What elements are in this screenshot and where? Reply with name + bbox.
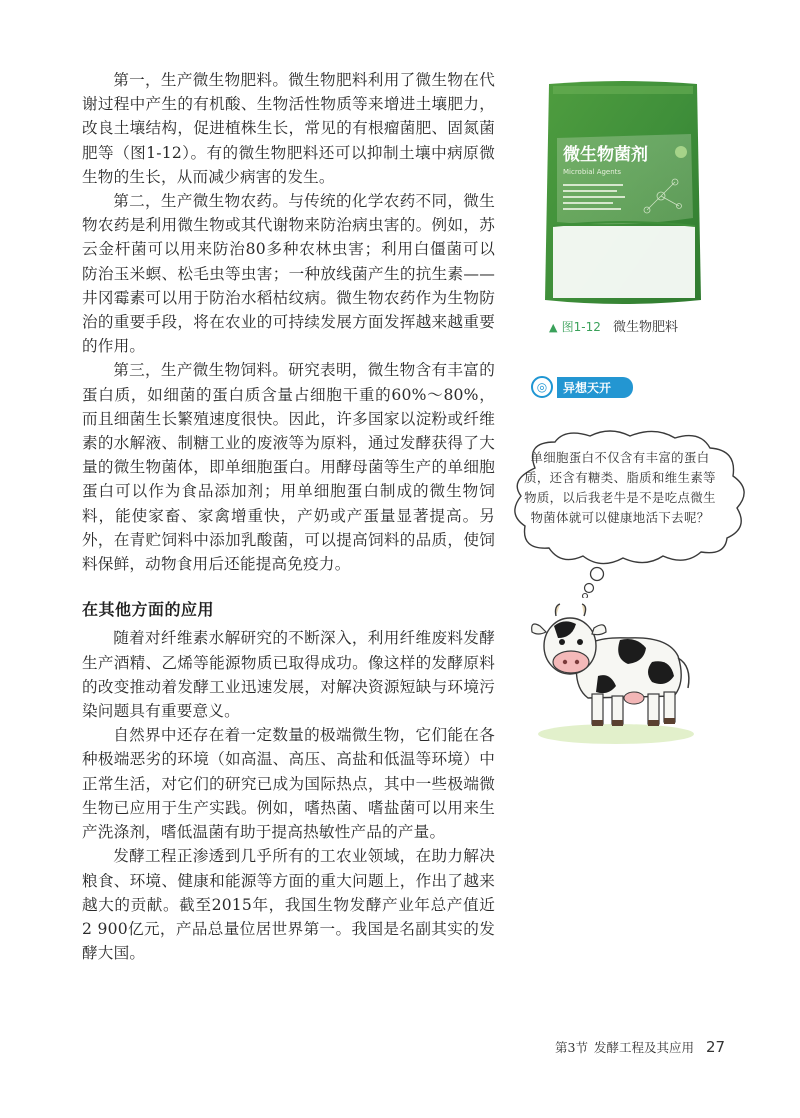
- cow-illustration: [528, 596, 698, 746]
- thought-bubble-text: 单细胞蛋白不仅含有丰富的蛋白质，还含有糖类、脂质和维生素等物质，以后我老牛是不是吃点微生物菌体就可以健康地活下去呢？: [524, 450, 716, 525]
- caption-number: 图1-12: [561, 320, 601, 334]
- section-heading: 在其他方面的应用: [82, 600, 215, 620]
- caption-text: 微生物肥料: [613, 320, 679, 335]
- page-number: 27: [705, 1038, 726, 1056]
- footer-section: 第3节: [555, 1040, 588, 1055]
- paragraph-cellulose: 随着对纤维素水解研究的不断深入，利用纤维废料发酵生产酒精、乙烯等能源物质已取得成功。像这样的发酵原料的改变推动着发酵工业迅速发展，对解决资源短缺与环境污染问题具有重要意义。: [82, 629, 495, 721]
- sidebar-title: 异想天开: [557, 377, 633, 398]
- sidebar-header: [531, 376, 633, 398]
- caption-triangle-icon: ▲: [549, 321, 558, 334]
- paragraph-extremophiles: 自然界中还存在着一定数量的极端微生物，它们能在各种极端恶劣的环境（如高温、高压、高盐和低温等环境）中正常生活，对它们的研究已成为国际热点，其中一些极端微生物已应用于生产实践。例如，嗜热菌、嗜盐菌可以用来生产洗涤剂，嗜低温菌有助于提高热敏性产品的产量。: [82, 726, 495, 842]
- paragraph-industry: 发酵工程正渗透到几乎所有的工农业领域，在助力解决粮食、环境、健康和能源等方面的重大问题上，作出了越来越大的贡献。截至2015年，我国生物发酵产业年总产值近2 900亿元，产品总量位居世界第一。我国是名副其实的发酵大国。: [82, 847, 495, 963]
- footer-title: 发酵工程及其应用: [593, 1040, 694, 1055]
- package-subtitle: Microbial Agents: [563, 168, 622, 176]
- microbial-agent-package-image: [543, 78, 703, 308]
- paragraph-microbial-fertilizer: 第一，生产微生物肥料。微生物肥料利用了微生物在代谢过程中产生的有机酸、生物活性物质等来增进土壤肥力，改良土壤结构，促进植株生长，常见的有根瘤菌肥、固氮菌肥等（图1-12）。有的微生物肥料还可以抑制土壤中病原微生物的生长，从而减少病害的发生。: [82, 71, 495, 186]
- page-footer: [555, 1038, 725, 1056]
- figure-caption: [549, 316, 678, 335]
- paragraph-microbial-pesticide: 第二，生产微生物农药。与传统的化学农药不同，微生物农药是利用微生物或其代谢物来防治病虫害的。例如，苏云金杆菌可以用来防治80多种农林虫害；利用白僵菌可以防治玉米螟、松毛虫等虫害；一种放线菌产生的抗生素——井冈霉素可以用于防治水稻枯纹病。微生物农药作为生物防治的重要手段，将在农业的可持续发展方面发挥越来越重要的作用。: [82, 192, 495, 356]
- paragraph-microbial-feed: 第三，生产微生物饲料。研究表明，微生物含有丰富的蛋白质，如细菌的蛋白质含量占细胞干重的60%～80%，而且细菌生长繁殖速度很快。因此，许多国家以淀粉或纤维素的水解液、制糖工业的废液等为原料，通过发酵获得了大量的微生物菌体，即单细胞蛋白。用酵母菌等生产的单细胞蛋白可以作为食品添加剂；用单细胞蛋白制成的微生物饲料，能使家畜、家禽增重快，产奶或产蛋量显著提高。另外，在青贮饲料中添加乳酸菌，可以提高饲料的品质，使饲料保鲜，动物食用后还能提高免疫力。: [82, 361, 495, 574]
- package-title: 微生物菌剂: [563, 145, 648, 165]
- swirl-icon: ◎: [531, 376, 553, 398]
- main-text-column: [82, 68, 495, 965]
